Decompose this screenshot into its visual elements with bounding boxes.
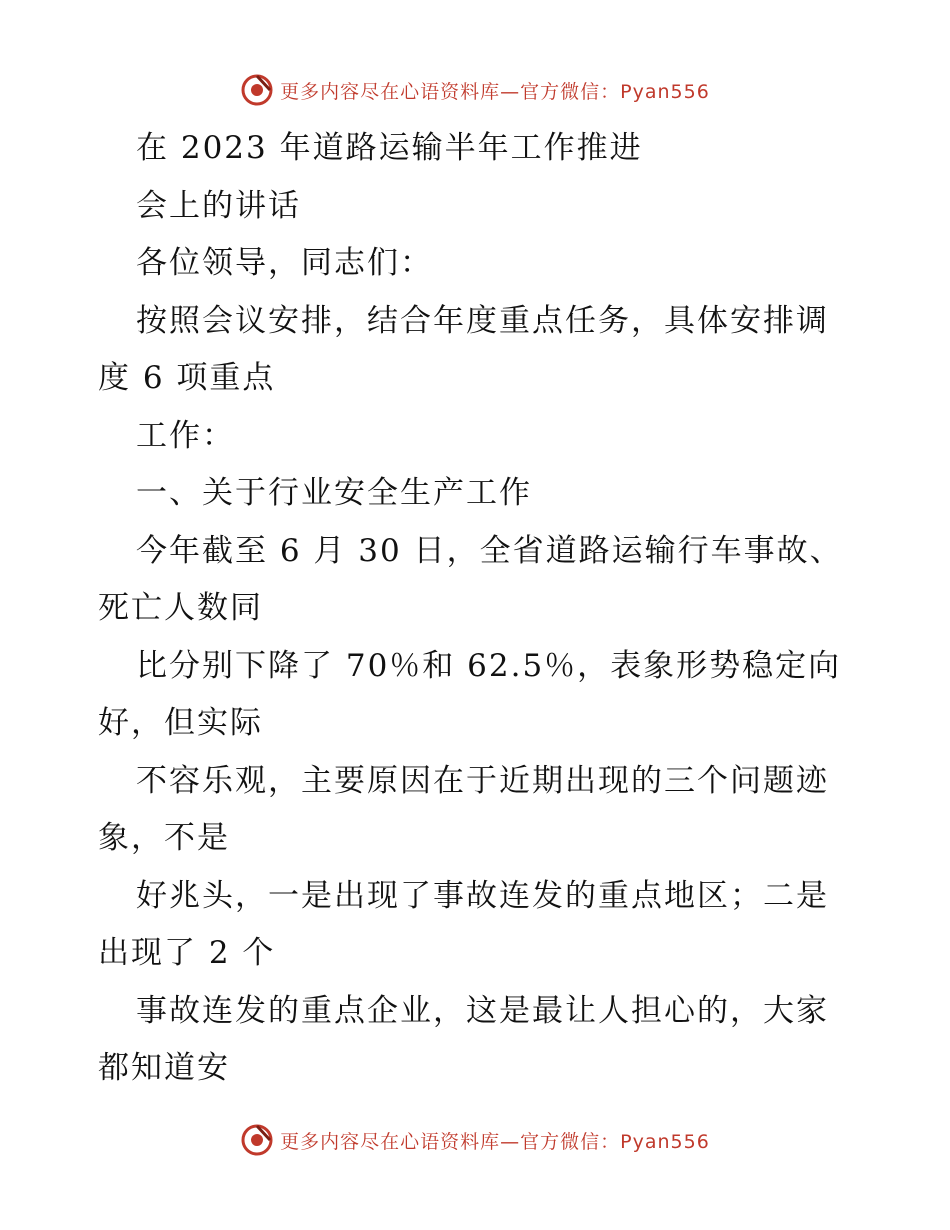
doc-line: 好兆头，一是出现了事故连发的重点地区；二是 [136, 877, 829, 914]
doc-line: 在 2023 年道路运输半年工作推进 [136, 130, 643, 166]
header-banner [0, 70, 950, 110]
doc-line: 工作： [136, 417, 235, 454]
doc-line: 今年截至 6 月 30 日，全省道路运输行车事故、 [136, 532, 843, 569]
doc-line: 出现了 2 个 [98, 935, 276, 971]
doc-line: 象，不是 [98, 820, 230, 856]
doc-line: 各位领导，同志们： [136, 245, 433, 281]
doc-line: 一、关于行业安全生产工作 [136, 475, 532, 511]
logo-icon [240, 1123, 274, 1157]
header-banner-text: 更多内容尽在心语资料库—官方微信：Pyan556 [280, 80, 710, 103]
doc-line: 不容乐观，主要原因在于近期出现的三个问题迹 [136, 762, 829, 799]
doc-line: 按照会议安排，结合年度重点任务，具体安排调 [136, 302, 829, 339]
doc-line: 度 6 项重点 [98, 360, 276, 396]
doc-line: 死亡人数同 [98, 590, 263, 626]
document-body [98, 120, 858, 1098]
doc-line: 都知道安 [98, 1050, 230, 1086]
doc-line: 会上的讲话 [136, 187, 301, 224]
doc-line: 事故连发的重点企业，这是最让人担心的，大家 [136, 992, 829, 1029]
logo-icon [240, 73, 274, 107]
doc-line: 比分别下降了 70％和 62.5％，表象形势稳定向 [136, 647, 842, 684]
footer-banner-text: 更多内容尽在心语资料库—官方微信：Pyan556 [280, 1130, 710, 1153]
doc-line: 好，但实际 [98, 705, 263, 741]
footer-banner [0, 1120, 950, 1160]
